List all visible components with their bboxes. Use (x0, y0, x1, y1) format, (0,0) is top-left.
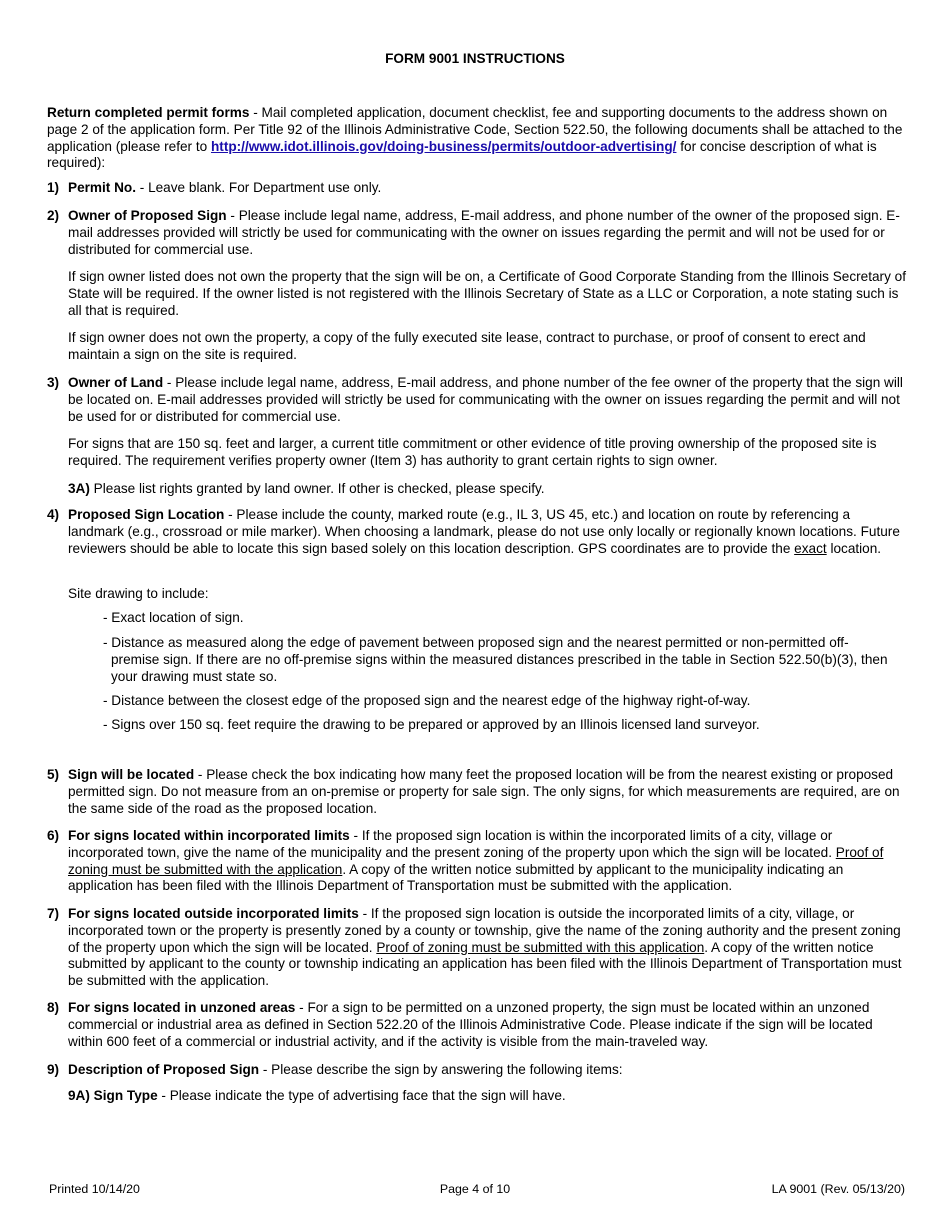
item-4-text: Proposed Sign Location - Please include the county, marked route (e.g., IL 3, US 45, etc.) and location on route by referencing a landmark (e.g., crossroad or mile marker). When choosing a landmark, please do not use only locally or regionally known locations. Future reviewers should be able to locate this sign based solely on this location description. GPS coordinates are to provide the exact location. (68, 507, 900, 556)
item-2-heading: Owner of Proposed Sign (68, 208, 227, 223)
item-2-text: Owner of Proposed Sign - Please include legal name, address, E-mail address, and phone number of the owner of the proposed sign. E-mail addresses provided will strictly be used for communicating with the owner on issues regarding the permit and will not be used for or distributed for commercial use. (68, 208, 900, 257)
item-9-text: Description of Proposed Sign - Please describe the sign by answering the following items: (68, 1062, 623, 1077)
item-2-para-2: If sign owner listed does not own the property that the sign will be on, a Certificate of Good Corporate Standing from the Illinois Secretary of State will be required. If the owner listed is not registered with the Illinois Secretary of State as a LLC or Corporation, a note stating such is all that is required. (68, 269, 906, 318)
site-drawing-bullet: - Signs over 150 sq. feet require the drawing to be prepared or approved by an Illinois licensed land surveyor. (103, 717, 760, 732)
item-7-text: For signs located outside incorporated limits - If the proposed sign location is outside the incorporated limits of a city, village, or incorporated town or the property is presently zoned by a county or township, give the name of the zoning authority and the present zoning of the property upon which the sign will be located. Proof of zoning must be submitted with this application. A copy of the written notice submitted by applicant to the county or township indicating an application has been filed with the Illinois Department of Transportation must be submitted with the application. (68, 906, 902, 989)
item-3a-text: 3A) Please list rights granted by land owner. If other is checked, please specify. (68, 481, 545, 496)
item-3-number: 3) (47, 375, 60, 390)
item-5-heading: Sign will be located (68, 767, 195, 782)
item-8-number: 8) (47, 1000, 60, 1015)
footer-form-revision: LA 9001 (Rev. 05/13/20) (771, 1182, 905, 1196)
item-1-number: 1) (47, 180, 60, 195)
footer-page-number: Page 4 of 10 (439, 1182, 511, 1196)
site-drawing-intro: Site drawing to include: (68, 586, 209, 601)
intro-text-2: for concise description of what is required): (47, 138, 877, 171)
item-4-number: 4) (47, 507, 60, 522)
item-2-number: 2) (47, 208, 60, 223)
item-9a-text: 9A) Sign Type - Please indicate the type of advertising face that the sign will have. (68, 1088, 566, 1103)
footer-printed-date: Printed 10/14/20 (49, 1182, 140, 1196)
item-5-text: Sign will be located - Please check the box indicating how many feet the proposed location will be from the nearest existing or proposed permitted sign. Do not measure from an on-premise or property for sale sign. The only signs, for which measurements are required, are on the same side of the road as the proposed location. (68, 767, 900, 816)
site-drawing-bullet: - Exact location of sign. (103, 610, 244, 625)
outdoor-advertising-link[interactable]: http://www.idot.illinois.gov/doing-business/permits/outdoor-advertising/ (210, 138, 677, 154)
item-9-heading: Description of Proposed Sign (68, 1062, 260, 1077)
item-7-number: 7) (47, 906, 60, 921)
item-3-text: Owner of Land - Please include legal name, address, E-mail address, and phone number of the fee owner of the property that the sign will be located on. E-mail addresses provided will strictly be used for communicating with the owner on issues regarding the permit and will not be used for or distributed for commercial use. (68, 375, 903, 424)
intro-paragraph (47, 105, 907, 172)
site-drawing-bullet: - Distance as measured along the edge of pavement between proposed sign and the nearest permitted or non-permitted off-premise sign. If there are no off-premise signs within the measured distances prescribed in the table in Section 522.50(b)(3), then your drawing must state so. (103, 635, 888, 684)
item-3-para-2: For signs that are 150 sq. feet and larger, a current title commitment or other evidence of title proving ownership of the proposed site is required. The requirement verifies property owner (Item 3) has authority to grant certain rights to sign owner. (68, 436, 877, 468)
item-6-text: For signs located within incorporated limits - If the proposed sign location is within the incorporated limits of a city, village or incorporated town, give the name of the municipality and the present zoning of the property upon which the sign will be located. Proof of zoning must be submitted with the application. A copy of the written notice submitted by applicant to the municipality indicating an application has been filed with the Illinois Department of Transportation must be submitted with the application. (68, 828, 884, 894)
item-2-para-3: If sign owner does not own the property, a copy of the fully executed site lease, contract to purchase, or proof of consent to erect and maintain a sign on the site is required. (68, 330, 866, 362)
intro-text-1: - Mail completed application, document checklist, fee and supporting documents to the address shown on page 2 of the application form. Per Title 92 of the Illinois Administrative Code, Section 522.50, the following documents shall be attached to the application (please refer to (47, 105, 903, 154)
item-8-text: For signs located in unzoned areas - For a sign to be permitted on a unzoned property, the sign must be located within an unzoned commercial or industrial area as defined in Section 522.20 of the Illinois Administrative Code. Please indicate if the sign will be located within 600 feet of a commercial or industrial activity, and if the activity is visible from the main-traveled way. (68, 1000, 873, 1049)
item-4-heading: Proposed Sign Location (68, 507, 225, 522)
item-1-text: Permit No. - Leave blank. For Department use only. (68, 180, 382, 195)
item-7-heading: For signs located outside incorporated limits (68, 906, 359, 921)
item-9-number: 9) (47, 1062, 60, 1077)
site-drawing-bullet: - Distance between the closest edge of the proposed sign and the nearest edge of the highway right-of-way. (103, 693, 751, 708)
item-9a-heading: 9A) Sign Type (68, 1088, 158, 1103)
item-5-number: 5) (47, 767, 60, 782)
item-6-heading: For signs located within incorporated limits (68, 828, 350, 843)
item-1-heading: Permit No. (68, 180, 136, 195)
item-3-heading: Owner of Land (68, 375, 164, 390)
item-3a-heading: 3A) (68, 481, 90, 496)
item-6-number: 6) (47, 828, 60, 843)
page-title: FORM 9001 INSTRUCTIONS (385, 51, 565, 66)
intro-heading: Return completed permit forms (47, 105, 250, 120)
item-8-heading: For signs located in unzoned areas (68, 1000, 296, 1015)
